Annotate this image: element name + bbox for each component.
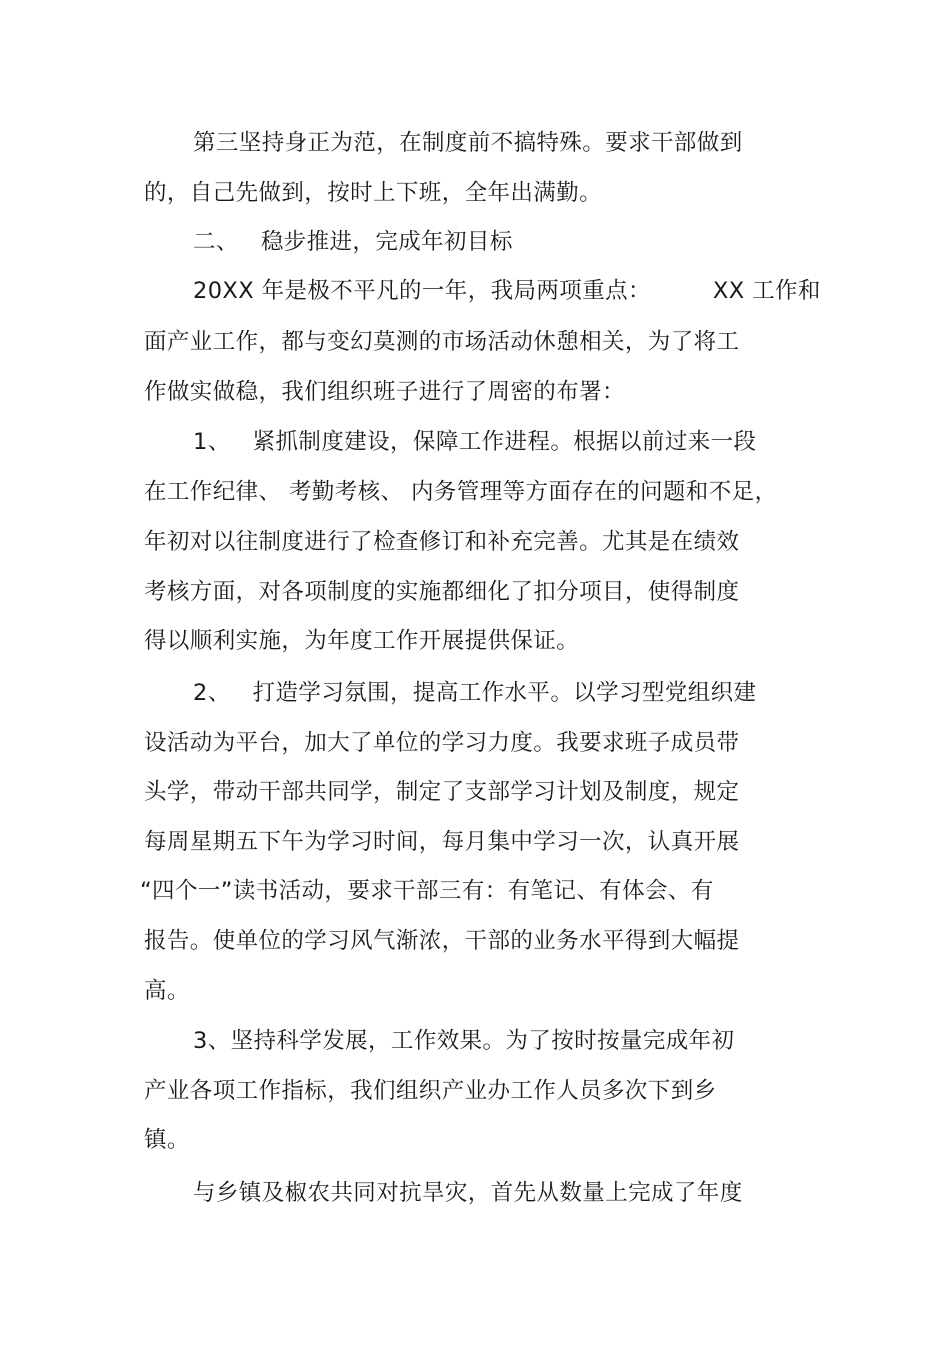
text-segment: 3、坚持科学发展，工作效果。为了按时按量完成年初 (193, 1028, 735, 1054)
text-line (144, 926, 739, 956)
text-line (144, 827, 739, 857)
text-segment: 作做实做稳，我们组织班子进行了周密的布署： (144, 379, 625, 405)
text-line (193, 1178, 743, 1208)
section-title: 稳步推进，完成年初目标 (260, 229, 513, 255)
text-line (144, 527, 739, 557)
text-segment: 在工作纪律、 考勤考核、 内务管理等方面存在的问题和不足， (144, 479, 778, 505)
text-segment: 与乡镇及椒农共同对抗旱灾，首先从数量上完成了年度 (193, 1180, 743, 1206)
text-segment: 每周星期五下午为学习时间，每月集中学习一次，认真开展 (144, 829, 740, 855)
text-line (144, 577, 739, 607)
text-segment: 头学，带动干部共同学，制定了支部学习计划及制度，规定 (144, 779, 740, 805)
text-line (144, 728, 739, 758)
text-line (140, 876, 714, 906)
text-line (193, 276, 821, 306)
text-segment: 设活动为平台，加大了单位的学习力度。我要求班子成员带 (144, 730, 740, 756)
section-heading (193, 227, 513, 257)
text-line (193, 678, 756, 708)
item-number: 2、 (193, 680, 231, 706)
section-number: 二、 (193, 229, 239, 255)
text-line (144, 777, 739, 807)
text-line (144, 327, 739, 357)
text-segment: 面产业工作，都与变幻莫测的市场活动休憩相关，为了将工 (144, 329, 740, 355)
text-segment: 20XX 年是极不平凡的一年，我局两项重点： (193, 278, 651, 304)
text-segment: 得以顺利实施，为年度工作开展提供保证。 (144, 628, 580, 654)
text-segment: 产业各项工作指标，我们组织产业办工作人员多次下到乡 (144, 1078, 717, 1104)
text-line (193, 1026, 734, 1056)
text-line (144, 377, 625, 407)
text-line (144, 1125, 190, 1155)
text-line (193, 427, 756, 457)
text-line (144, 1076, 717, 1106)
text-segment: 打造学习氛围，提高工作水平。以学习型党组织建 (252, 680, 757, 706)
text-segment: 高。 (144, 978, 190, 1004)
text-line (144, 477, 777, 507)
text-segment: 考核方面，对各项制度的实施都细化了扣分项目，使得制度 (144, 579, 740, 605)
text-segment: 紧抓制度建设，保障工作进程。根据以前过来一段 (252, 429, 757, 455)
text-segment: “四个一”读书活动，要求干部三有：有笔记、有体会、有 (140, 878, 714, 904)
text-segment: 年初对以往制度进行了检查修订和补充完善。尤其是在绩效 (144, 529, 740, 555)
text-segment: 镇。 (144, 1127, 190, 1153)
text-segment: 的，自己先做到，按时上下班，全年出满勤。 (144, 180, 603, 206)
text-line (193, 128, 743, 158)
text-segment: 第三坚持身正为范，在制度前不搞特殊。要求干部做到 (193, 130, 743, 156)
text-segment: 报告。使单位的学习风气渐浓，干部的业务水平得到大幅提 (144, 928, 740, 954)
item-number: 1、 (193, 429, 231, 455)
text-line (144, 626, 579, 656)
text-segment: XX 工作和 (712, 278, 821, 304)
text-line (144, 976, 190, 1006)
text-line (144, 178, 602, 208)
